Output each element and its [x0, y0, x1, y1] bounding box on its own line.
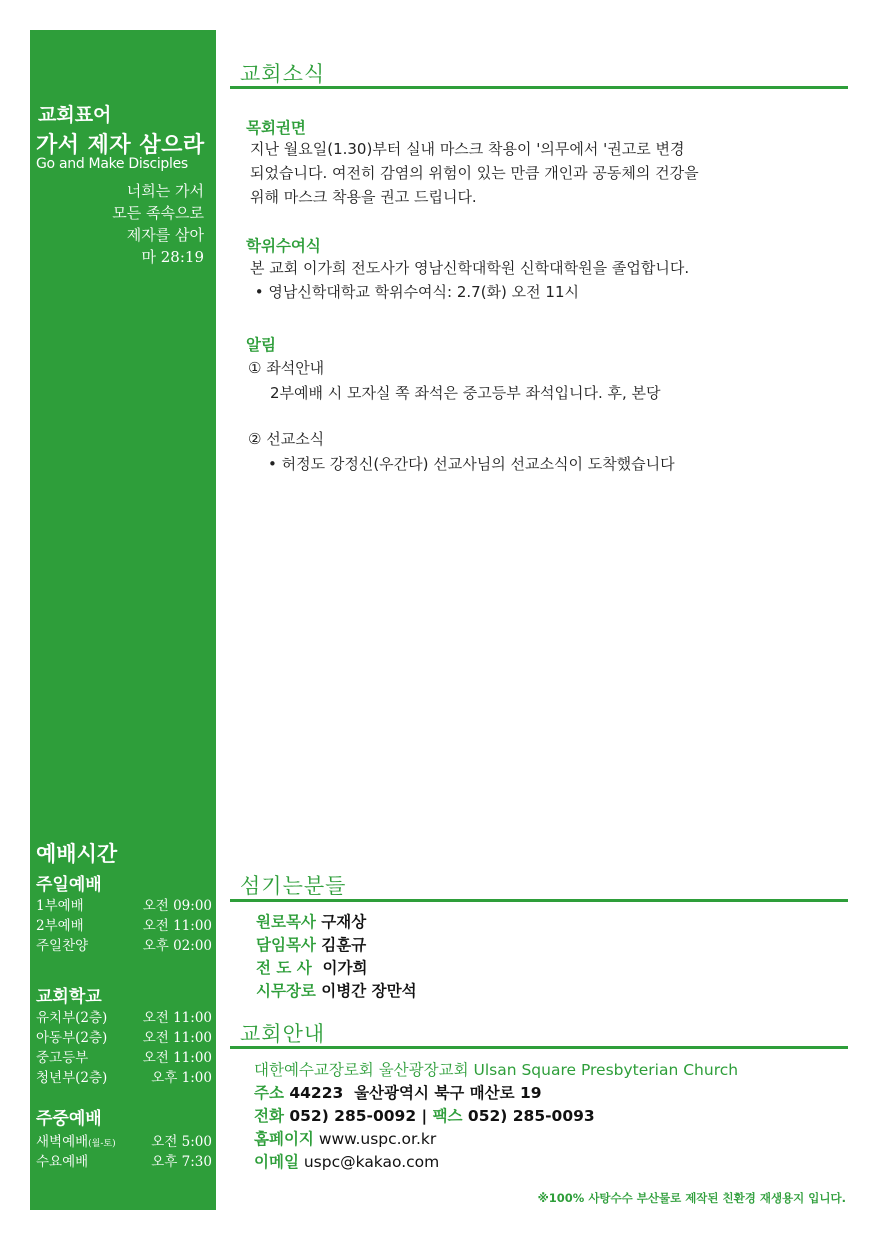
church-school-title: 교회학교 [36, 987, 102, 1007]
section-divider [230, 86, 848, 89]
schedule-row [36, 896, 212, 916]
text-line: 지난 월요일(1.30)부터 실내 마스크 착용이 '의무에서 '권고로 변경 [250, 140, 685, 158]
church-full-name [254, 1058, 738, 1080]
schedule-row [36, 936, 212, 956]
sunday-worship-table [36, 896, 212, 956]
service-name [36, 1132, 116, 1152]
servant-name: 김훈규 [315, 936, 367, 954]
servant-row [256, 933, 366, 955]
verse-line: 모든 족속으로 [112, 204, 204, 222]
pastoral-note-body [250, 137, 699, 209]
schedule-row [36, 1008, 212, 1028]
servant-role: 시무장로 [256, 982, 316, 1000]
church-school-table [36, 1008, 212, 1088]
servant-name: 구재상 [315, 913, 367, 931]
phone-value: 052) 285-0092 | [283, 1107, 433, 1125]
text-line: • 영남신학대학교 학위수여식: 2.7(화) 오전 11시 [250, 283, 579, 301]
servant-name: 이병간 장만석 [315, 982, 417, 1000]
notice-item-2-title: ② 선교소식 [248, 430, 325, 448]
schedule-row [36, 1152, 212, 1172]
phone-label: 전화 [254, 1107, 284, 1125]
service-days-note: (월-토) [88, 1139, 116, 1149]
pastoral-note-title: 목회권면 [246, 119, 306, 137]
service-name: 청년부(2층) [36, 1070, 108, 1086]
email-label: 이메일 [254, 1153, 299, 1171]
service-time: 오후 7:30 [151, 1154, 212, 1170]
church-info-section-title: 교회안내 [240, 1022, 326, 1046]
service-time: 오전 5:00 [151, 1134, 212, 1150]
email-line [254, 1150, 439, 1172]
weekday-worship-title: 주중예배 [36, 1109, 102, 1129]
schedule-row [36, 916, 212, 936]
motto-english: Go and Make Disciples [36, 156, 188, 172]
verse-reference: 마 28:19 [141, 248, 204, 266]
section-divider [230, 899, 848, 902]
text-line: 본 교회 이가희 전도사가 영남신학대학원 신학대학원을 졸업합니다. [250, 259, 690, 277]
servant-role: 담임목사 [256, 936, 316, 954]
service-name: 1부예배 [36, 898, 84, 914]
motto-label: 교회표어 [38, 104, 112, 126]
schedule-row [36, 1068, 212, 1088]
homepage-line [254, 1127, 436, 1149]
news-section-title: 교회소식 [240, 62, 326, 86]
address-label: 주소 [254, 1084, 284, 1102]
service-time: 오전 11:00 [142, 1050, 212, 1066]
service-time: 오전 11:00 [142, 918, 212, 934]
schedule-row [36, 1048, 212, 1068]
servant-row [256, 979, 417, 1001]
servant-role: 전 도 사 [256, 959, 312, 977]
schedule-row [36, 1132, 212, 1152]
worship-heading: 예배시간 [36, 842, 118, 866]
servants-section-title: 섬기는분들 [240, 874, 347, 898]
motto-verse [112, 180, 204, 268]
fax-value: 052) 285-0093 [462, 1107, 595, 1125]
fax-label: 팩스 [432, 1107, 463, 1125]
paper-footnote: ※100% 사탕수수 부산물로 제작된 친환경 재생용지 입니다. [537, 1191, 846, 1205]
motto-title: 가서 제자 삼으라 [36, 133, 205, 158]
church-name-text: 대한예수교장로회 울산광장교회 Ulsan Square Presbyterian Church [254, 1061, 739, 1079]
service-time: 오후 02:00 [142, 938, 212, 954]
service-time: 오후 1:00 [151, 1070, 212, 1086]
verse-line: 너희는 가서 [126, 182, 204, 200]
service-time: 오전 11:00 [142, 1010, 212, 1026]
graduation-body [250, 256, 689, 304]
service-name: 아동부(2층) [36, 1030, 108, 1046]
servant-role: 원로목사 [256, 913, 316, 931]
section-divider [230, 1046, 848, 1049]
servant-row [256, 956, 367, 978]
service-name: 유치부(2층) [36, 1010, 108, 1026]
text-line: 되었습니다. 여전히 감염의 위험이 있는 만큼 개인과 공동체의 건강을 [250, 164, 699, 182]
service-time: 오전 09:00 [142, 898, 212, 914]
homepage-label: 홈페이지 [254, 1130, 314, 1148]
contact-line [254, 1104, 595, 1126]
homepage-link[interactable]: www.uspc.or.kr [313, 1130, 437, 1148]
sidebar [30, 30, 216, 1210]
notice-item-2-text: • 허정도 강정신(우간다) 선교사님의 선교소식이 도착했습니다 [268, 455, 675, 473]
address-value: 44223 울산광역시 북구 매산로 19 [283, 1084, 542, 1102]
schedule-row [36, 1028, 212, 1048]
address-line [254, 1081, 542, 1103]
servant-row [256, 910, 366, 932]
service-name: 수요예배 [36, 1154, 89, 1170]
verse-line: 제자를 삼아 [126, 226, 204, 244]
service-name: 주일찬양 [36, 938, 89, 954]
email-link[interactable]: uspc@kakao.com [298, 1153, 440, 1171]
service-time: 오전 11:00 [142, 1030, 212, 1046]
notice-item-1-title: ① 좌석안내 [248, 359, 325, 377]
sunday-worship-title: 주일예배 [36, 875, 102, 895]
servant-name: 이가희 [311, 959, 368, 977]
service-name: 2부예배 [36, 918, 84, 934]
service-name: 중고등부 [36, 1050, 89, 1066]
service-name-text: 새벽예배 [36, 1134, 89, 1150]
graduation-title: 학위수여식 [246, 237, 321, 255]
text-line: 위해 마스크 착용을 권고 드립니다. [250, 188, 477, 206]
notice-title: 알림 [246, 336, 276, 354]
weekday-worship-table [36, 1132, 212, 1172]
notice-item-1-text: 2부예배 시 모자실 쪽 좌석은 중고등부 좌석입니다. 후, 본당 [270, 384, 661, 402]
